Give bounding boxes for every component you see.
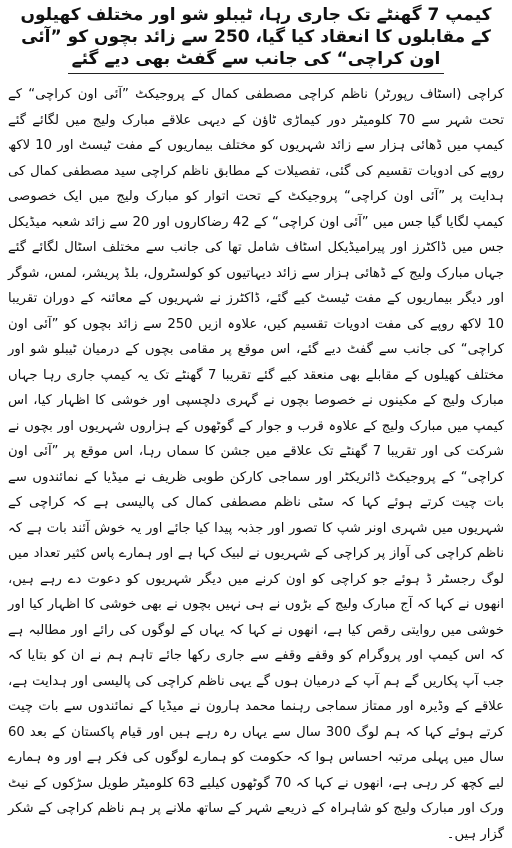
headline-divider: [68, 73, 444, 74]
article-body: کراچی (اسٹاف رپورٹر) ناظم کراچی مصطفی کمال کے پروجیکٹ ”آئی اون کراچی“ کے تحت شہر سے 70 کلومیٹر دور کیماڑی ٹاؤن کے دیہی علاقے مبارک ولیج میں لگائے گئے کیمپ میں ڈھائی ہزار سے زائد شہریوں کو مختلف بیماریوں کے مفت ٹیسٹ اور 10 لاکھ روپے کی ادویات تقسیم کی گئی، تفصیلات کے مطابق ناظم کراچی سید مصطفی کمال کی ہدایت پر ”آئی اون کراچی“ پروجیکٹ کے تحت اتوار کو مبارک ولیج میں ایک خصوصی کیمپ لگایا گیا جس میں ”آئی اون کراچی“ کے 42 رضاکاروں اور 20 سے زائد شعبہ میڈیکل جس میں ڈاکٹرز اور پیرامیڈیکل اسٹاف شامل تھا کی جانب سے مختلف اسٹال لگائے گئے جہاں مبارک ولیج کے ڈھائی ہزار سے زائد دیہاتیوں کو کولسٹرول، بلڈ پریشر، لمس، شوگر اور دیگر بیماریوں کے مفت ٹیسٹ کیے گئے، ڈاکٹرز نے شہریوں کے معائنہ کے دوران تقریبا 10 لاکھ روپے کی مفت ادویات تقسیم کیں، علاوہ ازیں 250 سے زائد بچوں کو ”آئی اون کراچی“ کی جانب سے گفٹ دیے گئے، اس موقع پر مقامی بچوں کے درمیان ٹیبلو شو اور مختلف کھیلوں کے مقابلے بھی منعقد کیے گئے تقریبا 7 گھنٹے تک یہ کیمپ جاری رہا جہاں مبارک ولیج کے مکینوں نے خصوصا بچوں نے گہری دلچسپی اور خوشی کا اظہار کیا، اس کیمپ میں مبارک ولیج کے علاوہ قرب و جوار کے گوٹھوں کے ہزاروں شہریوں اور بچوں نے شرکت کی اور تقریبا 7 گھنٹے تک علاقے میں جشن کا سماں رہا، اس موقع پر ”آئی اون کراچی“ کے پروجیکٹ ڈائریکٹر اور سماجی کارکن طوبی ظریف نے میڈیا کے نمائندوں سے بات چیت کرتے ہوئے کہا کہ سٹی ناظم مصطفی کمال کی پالیسی ہے کہ کراچی کے شہریوں میں شہری اونر شپ کا تصور اور جذبہ پیدا کیا جائے اور یہ خوش آئند بات ہے کہ ناظم کراچی کی آواز پر کراچی کے شہریوں نے لبیک کہا ہے اور ہمارے پاس کثیر تعداد میں لوگ رجسٹر ڈ ہوئے جو کراچی کو اون کرنے میں دیگر شہریوں کو دعوت دے رہے ہیں، انھوں نے کہا کہ آج مبارک ولیج کے بڑوں نے ہی نہیں بچوں نے بھی خوشی کا اظہار کیا اور خوشی میں روایتی رقص کیا ہے، انھوں نے کہا کہ یہاں کے لوگوں کی رائے اور مطالبہ ہے کہ اس کیمپ اور پروگرام کو وقفے وقفے سے جاری رکھا جائے تاہم ہم نے ان کو بتایا کہ جب آپ پکاریں گے ہم آپ کے درمیان ہوں گے یہی ناظم کراچی کی پالیسی اور ہدایت ہے، علاقے کے وڈیرہ اور ممتاز سماجی رہنما محمد ہارون نے میڈیا کے نمائندوں سے بات چیت کرتے ہوئے کہا کہ ہم لوگ 300 سال سے یہاں رہ رہے ہیں اور قیام پاکستان کے بعد 60 سال میں پہلی مرتبہ احساس ہوا کہ حکومت کو ہمارے لوگوں کی فکر ہے اور وہ ہمارے لیے کچھ کر رہی ہے، انھوں نے کہا کہ 70 گوٹھوں کیلیے 63 کلومیٹر طویل سڑکوں کے نیٹ ورک اور مبارک ولیج کو شاہراہ کے ذریعے شہر کے ساتھ ملانے پر ہم ناظم کراچی کے شکر گزار ہیں۔: [8, 87, 505, 842]
article-headline: کیمپ 7 گھنٹے تک جاری رہا، ٹیبلو شو اور مختلف کھیلوں کے مقابلوں کا انعقاد کیا گیا، 250 سے زائد بچوں کو ”آئی اون کراچی“ کی جانب سے گفٹ بھی دیے گئے: [20, 5, 492, 69]
